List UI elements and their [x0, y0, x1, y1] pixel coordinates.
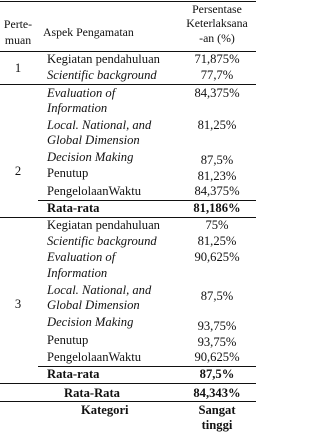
group3-aspek: Evaluation of: [47, 250, 116, 264]
group1-number: 1: [14, 61, 22, 75]
group3-aspek: Penutup: [47, 333, 89, 347]
group3-nilai: 93,75%: [197, 335, 237, 349]
group3-nilai: 90,625%: [194, 250, 240, 264]
group2-aspek: Evaluation of: [47, 86, 116, 100]
header-persen-1: Persentase: [192, 2, 242, 16]
group3-nilai: 75%: [205, 218, 229, 232]
group3-aspek: Kegiatan pendahuluan: [47, 218, 160, 232]
group1-nilai: 71,875%: [194, 52, 240, 66]
group2-rata-label: Rata-rata: [47, 201, 100, 215]
kategori-nilai-1: Sangat: [198, 403, 236, 417]
total-label: Rata-Rata: [64, 386, 120, 400]
group3-nilai: 93,75%: [197, 319, 237, 333]
group2-nilai: 87,5%: [200, 153, 234, 167]
total-nilai: 84,343%: [193, 386, 241, 400]
group3-rule: [0, 383, 256, 384]
group2-rata-nilai: 81,186%: [193, 201, 241, 215]
group2-nilai: 81,23%: [197, 169, 237, 183]
header-persen-3: -an (%): [199, 31, 235, 45]
group3-aspek: Information: [47, 266, 108, 280]
group3-nilai: 90,625%: [194, 350, 240, 364]
header-pertemuan-2: muan: [4, 33, 32, 47]
kategori-nilai-2: tinggi: [201, 418, 233, 432]
group3-aspek: Global Dimension: [47, 298, 140, 312]
group3-aspek: Scientific background: [47, 234, 157, 248]
group2-aspek: Information: [47, 101, 108, 115]
group3-aspek: PengelolaanWaktu: [47, 350, 142, 364]
group2-nilai: 84,375%: [194, 184, 240, 198]
group3-number: 3: [14, 297, 22, 311]
group2-number: 2: [14, 164, 22, 178]
group3-aspek: Decision Making: [47, 315, 134, 329]
total-rule: [0, 401, 256, 402]
header-aspek: Aspek Pengamatan: [43, 25, 134, 39]
group3-nilai: 87,5%: [200, 289, 234, 303]
group2-aspek: Decision Making: [47, 150, 134, 164]
kategori-label: Kategori: [81, 403, 129, 417]
group2-aspek: Global Dimension: [47, 133, 140, 147]
group2-aspek: PengelolaanWaktu: [47, 184, 142, 198]
group3-rata-label: Rata-rata: [47, 367, 100, 381]
group1-rule: [0, 84, 256, 85]
group2-nilai: 81,25%: [197, 118, 237, 132]
header-pertemuan-1: Perte-: [3, 17, 33, 31]
group1-aspek: Scientific background: [47, 68, 157, 82]
group2-aspek: Penutup: [47, 166, 89, 180]
header-persen-2: Keterlaksana: [186, 16, 248, 30]
group1-aspek: Kegiatan pendahuluan: [47, 52, 160, 66]
group2-nilai: 84,375%: [194, 86, 240, 100]
group3-rata-nilai: 87,5%: [199, 367, 235, 381]
group2-aspek: Local. National, and: [47, 118, 152, 132]
group1-nilai: 77,7%: [200, 68, 234, 82]
group3-nilai: 81,25%: [197, 234, 237, 248]
group3-aspek: Local. National, and: [47, 283, 152, 297]
